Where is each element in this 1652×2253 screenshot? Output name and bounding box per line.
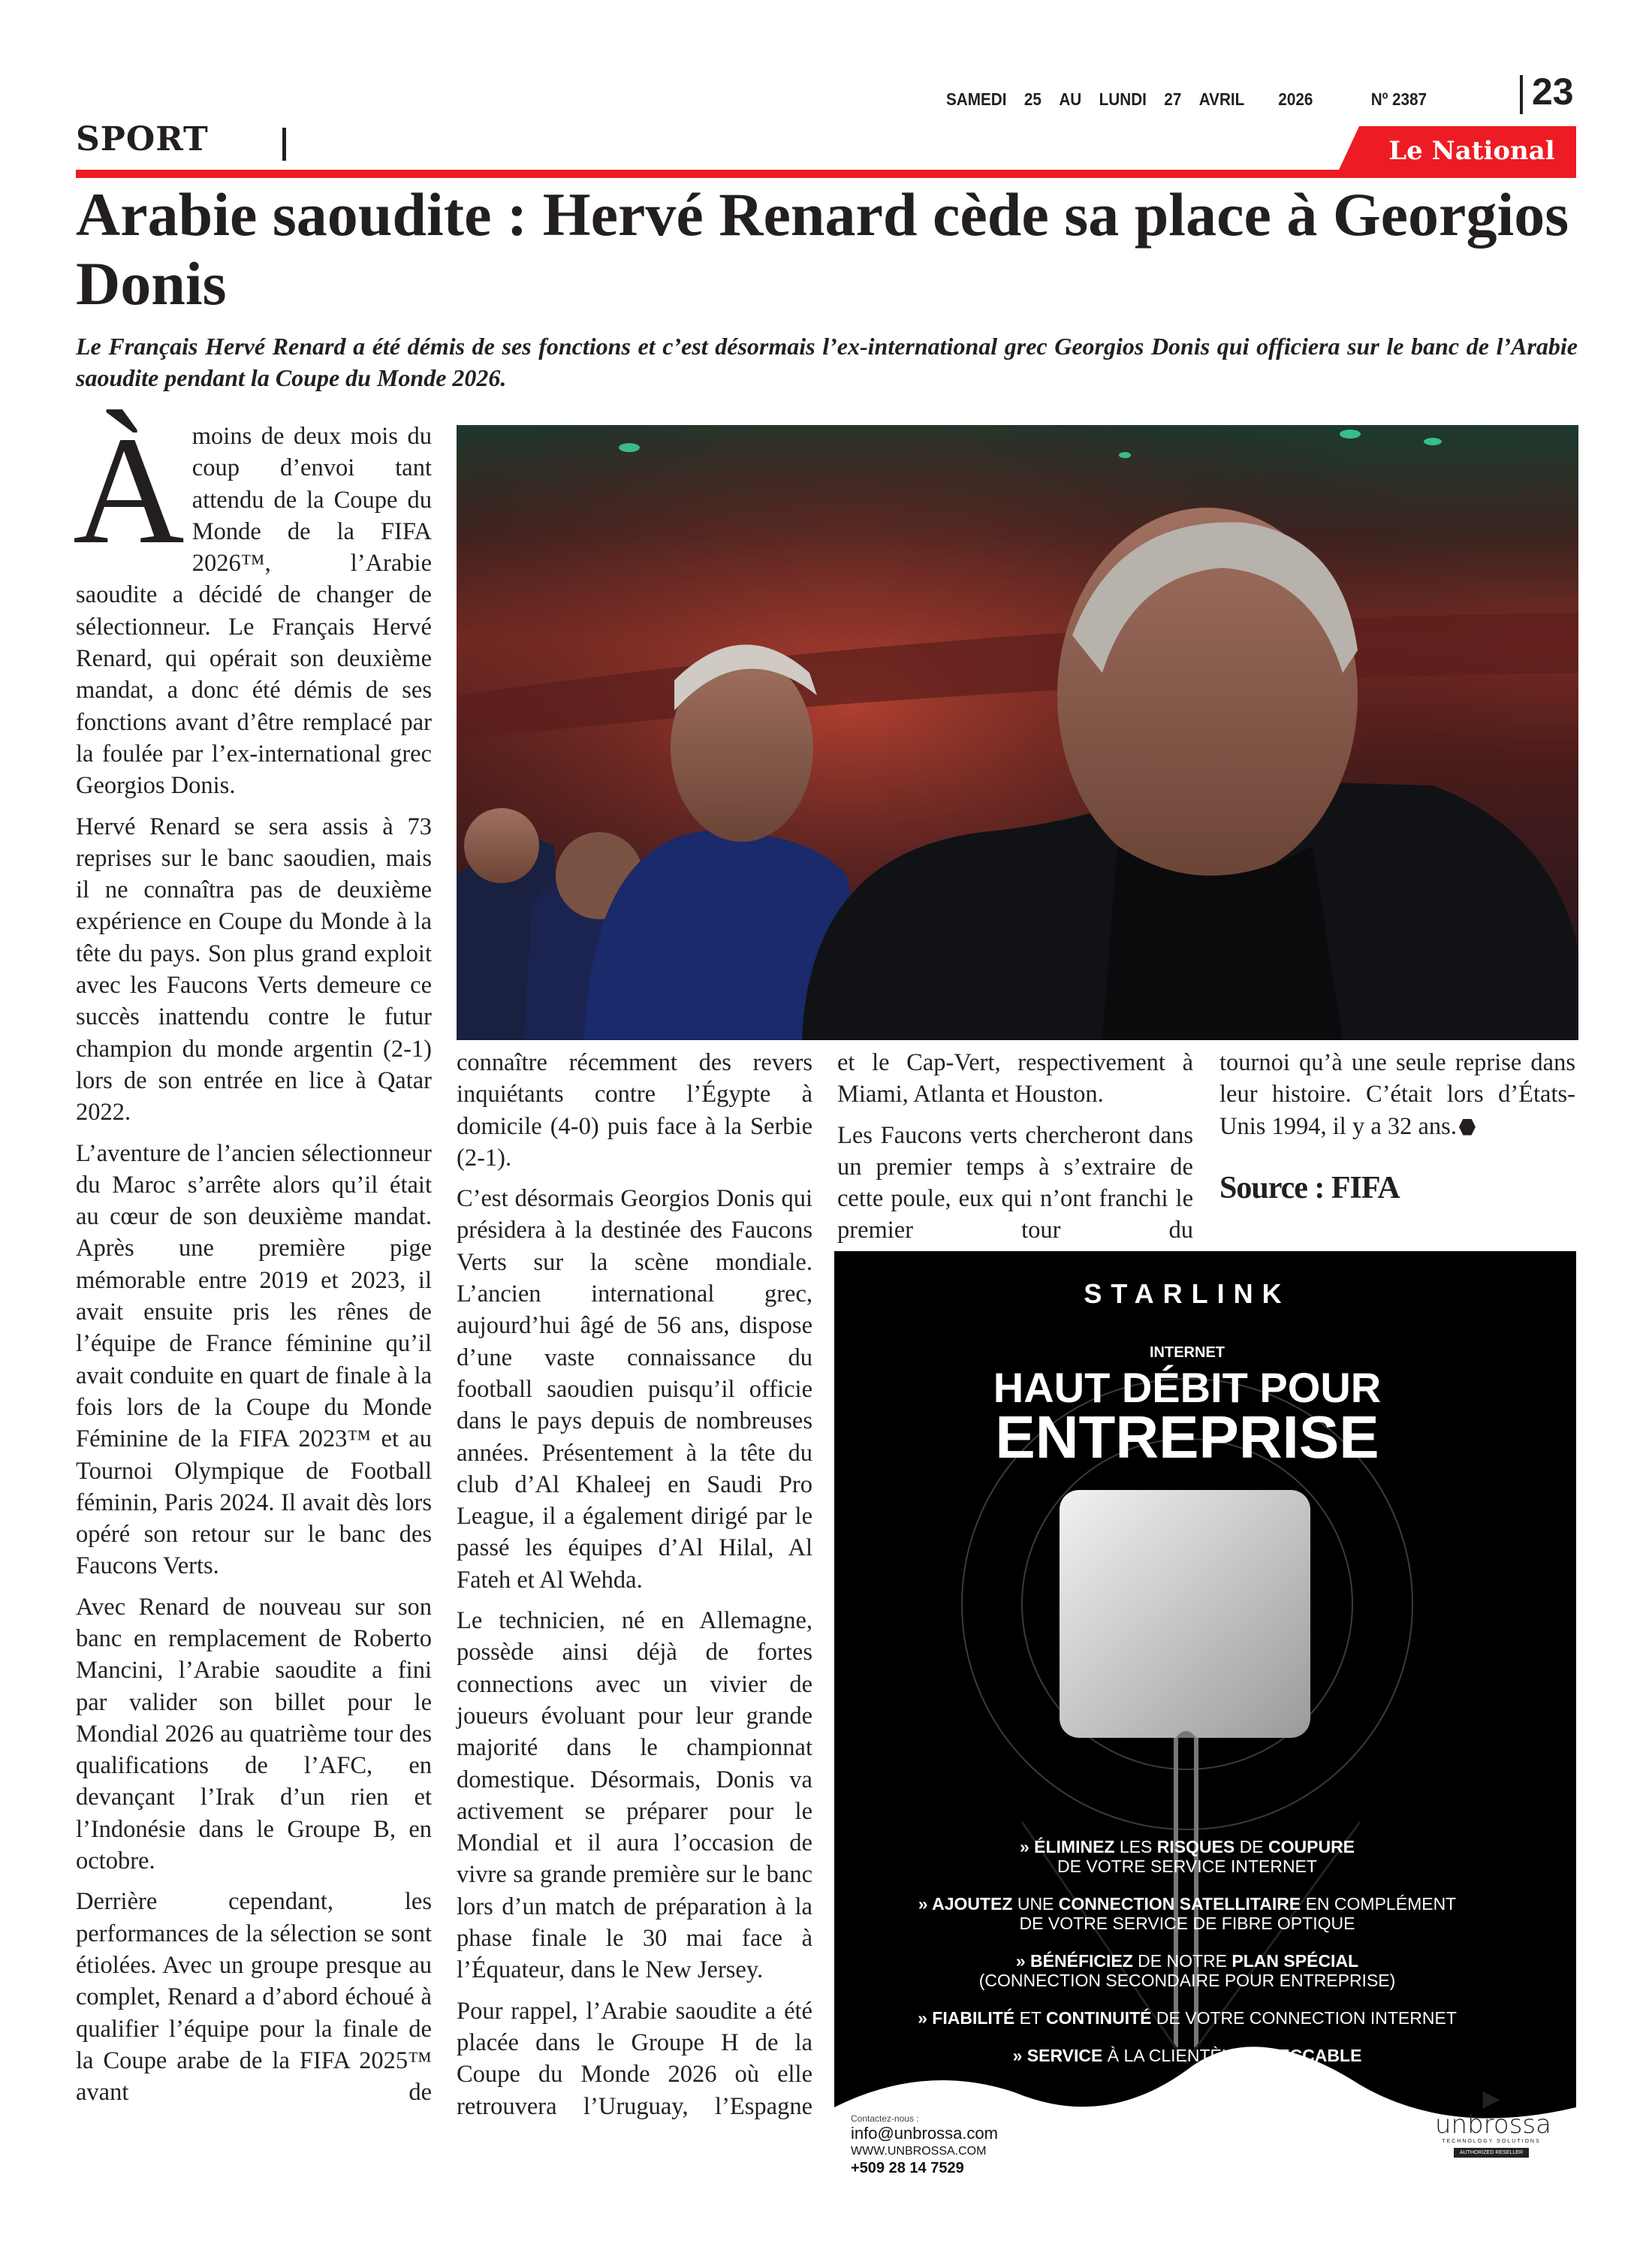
ad-bullet-text: DE <box>1234 1837 1269 1856</box>
ad-bullet-text: IMPECCABLE <box>1247 2046 1362 2065</box>
ad-bullet-text: » ÉLIMINEZ <box>1019 1837 1115 1856</box>
ad-email[interactable]: info@unbrossa.com <box>851 2124 998 2143</box>
article-source: Source : FIFA <box>1219 1170 1400 1205</box>
ad-bullet-text: » AJOUTEZ <box>918 1894 1013 1914</box>
ad-bullet-text: LES <box>1114 1837 1157 1856</box>
ad-bullet-text: » FIABILITÉ <box>918 2008 1015 2028</box>
ad-bullet-list <box>834 1837 1540 2083</box>
paragraph: Derrière cependant, les performances de la sélection se sont étiolées. Avec un groupe presque au complet, Renard a d’abord échoué à qualifier l’équipe pour la finale de la Coupe arabe de la FIFA 2025™ avant de <box>76 1888 432 2107</box>
ad-bullet-text: DE NOTRE <box>1132 1951 1232 1971</box>
ad-bullet-text: DE VOTRE SERVICE DE FIBRE OPTIQUE <box>1019 1914 1355 1933</box>
ad-headline-1: HAUT DÉBIT POUR <box>993 1364 1382 1411</box>
paragraph: moins de deux mois du coup d’envoi tant attendu de la Coupe du Monde de la FIFA 2026™, l’Arabie saoudite a décidé de changer de sélectionneur. Le Français Hervé Renard, qui opérait son deuxième mandat, a donc été démis de ses fonctions avant d’être remplacé par la foulée par l’ex-international grec Georgios Donis. <box>76 423 432 800</box>
ad-bullet-text: EN COMPLÉMENT <box>1301 1894 1457 1914</box>
partner-logo <box>1435 2086 1551 2158</box>
paragraph: connaître récemment des revers inquiétants contre l’Égypte à domicile (4-0) puis face à la Serbie (2-1). <box>457 1049 812 1172</box>
paragraph: C’est désormais Georgios Donis qui présidera à la destinée des Faucons Verts sur la scène mondiale. L’ancien international grec, aujourd’hui âgé de 56 ans, dispose d’une vaste connaissance du football saoudien puisqu’il officie dans le pays depuis de nombreuses années. Présentement à la tête du club d’Al Khaleej en Saudi Pro League, il a également dirigé par le passé les équipes d’Al Hilal, Al Fateh et Al Wehda. <box>457 1185 812 1594</box>
article-title: Arabie saoudite : Hervé Renard cède sa place à Georgios Donis <box>76 180 1569 318</box>
paragraph <box>1219 1047 1575 1142</box>
paragraph: Pour rappel, l’Arabie saoudite a été placée dans le Groupe H de la Coupe du Monde 2026 où elle retrouvera l’Uruguay, l’Espagne <box>457 1997 812 2120</box>
partner-tagline: TECHNOLOGY SOLUTIONS <box>1442 2139 1541 2144</box>
article-column-3 <box>837 1047 1193 1256</box>
ad-contact-label: Contactez-nous : <box>851 2113 919 2124</box>
date-day-end: 27 <box>1164 89 1182 109</box>
reseller-badge: AUTHORIZED RESELLER <box>1454 2148 1529 2158</box>
ad-bullet-text: DE VOTRE SERVICE INTERNET <box>1057 1856 1317 1876</box>
issue-number: Nº 2387 <box>1370 89 1427 109</box>
date-day-start: 25 <box>1023 89 1042 109</box>
ad-bullet-text: PLAN SPÉCIAL <box>1231 1951 1359 1971</box>
advertisement-starlink[interactable] <box>834 1251 1576 2176</box>
ad-phone: +509 28 14 7529 <box>851 2160 964 2176</box>
drop-cap: À <box>73 404 185 576</box>
page-number: 23 <box>1532 71 1574 113</box>
ad-bullet-text: COUPURE <box>1268 1837 1355 1856</box>
date-year: 2026 <box>1278 89 1313 109</box>
date-month: AVRIL <box>1198 89 1245 109</box>
ad-bullet-text: RISQUES <box>1156 1837 1235 1856</box>
ad-bullet-text: À LA CLIENTÈLE <box>1102 2046 1248 2065</box>
paragraph-text: tournoi qu’à une seule reprise dans leur histoire. C’était lors d’États-Unis 1994, il y a 32 ans. <box>1219 1049 1575 1140</box>
ad-bullet-text: CONTINUITÉ <box>1045 2008 1152 2028</box>
paragraph: Le technicien, né en Allemagne, possède ainsi déjà de fortes connections avec un vivier de joueurs évoluant pour leur grande majorité dans le championnat domestique. Désormais, Donis va activement se préparer pour le Mondial et il aura l’occasion de vivre sa grande première sur le banc lors d’un match de préparation à la phase finale le 30 mai face à l’Équateur, dans le New Jersey. <box>457 1607 812 1984</box>
ad-bullet <box>834 1837 1540 1876</box>
article-column-4 <box>1219 1047 1575 1204</box>
ad-headline-2: ENTREPRISE <box>995 1404 1379 1470</box>
ad-bullet-text: CONNECTION SATELLITAIRE <box>1058 1894 1301 1914</box>
ad-bullet-text: (CONNECTION SECONDAIRE POUR ENTREPRISE) <box>978 1971 1396 1990</box>
dateline <box>946 84 1446 114</box>
ad-kicker: INTERNET <box>1150 1344 1225 1361</box>
photo-coaches-on-bench <box>457 425 1578 1040</box>
ad-bullet-text: DE VOTRE CONNECTION INTERNET <box>1151 2008 1457 2028</box>
play-logo-icon: ▶ <box>1482 2086 1500 2111</box>
date-weekday-end: LUNDI <box>1099 89 1147 109</box>
publication-name: Le National <box>1388 136 1555 166</box>
partner-name: unbrossa <box>1435 2110 1551 2140</box>
ad-brand: STARLINK <box>1084 1278 1291 1309</box>
ad-website[interactable]: WWW.UNBROSSA.COM <box>851 2145 987 2158</box>
ad-bullet-text: » SERVICE <box>1012 2046 1103 2065</box>
article-column-1 <box>73 404 432 2117</box>
ad-bullet-text: ET <box>1014 2008 1046 2028</box>
ad-bullet <box>834 2008 1540 2028</box>
ad-bullet <box>834 1894 1540 1933</box>
ad-bullet-text: » BÉNÉFICIEZ <box>1015 1951 1133 1971</box>
ad-bullet <box>834 2046 1540 2065</box>
ad-bullet-text: UNE <box>1012 1894 1059 1914</box>
article-photo <box>457 425 1578 1040</box>
dish-icon <box>1060 1490 1310 1738</box>
page-number-divider <box>1520 75 1523 114</box>
article-column-2 <box>457 1047 812 2131</box>
date-au: AU <box>1059 89 1082 109</box>
ad-bullet <box>834 1951 1540 1990</box>
section-divider <box>282 128 286 161</box>
end-mark-icon <box>1459 1119 1476 1136</box>
paragraph: L’aventure de l’ancien sélectionneur du Maroc s’arrête alors qu’il était au cœur de son deuxième mandat. Après une première pige mémorable entre 2019 et 2023, il avait ensuite pris les rênes de l’équipe de France féminine qu’il avait conduite en quart de finale à la fois lors de la Coupe du Monde Féminine de la FIFA 2023™ et au Tournoi Olympique de Football féminin, Paris 2024. Il avait dès lors opéré son retour sur le banc des Faucons Verts. <box>76 1139 432 1580</box>
paragraph: Avec Renard de nouveau sur son banc en remplacement de Roberto Mancini, l’Arabie saoudite a fini par valider son billet pour le Mondial 2026 au quatrième tour des qualifications de l’AFC, en devançant l’Irak d’un rien et l’Indonésie dans le Groupe B, en octobre. <box>76 1593 432 1875</box>
paragraph: et le Cap-Vert, respectivement à Miami, Atlanta et Houston. <box>837 1049 1193 1108</box>
section-title: SPORT <box>76 120 209 158</box>
date-weekday-start: SAMEDI <box>946 89 1007 109</box>
paragraph: Les Faucons verts chercheront dans un premier temps à s’extraire de cette poule, eux qui n’ont franchi le premier tour du <box>837 1121 1193 1244</box>
article-lead: Le Français Hervé Renard a été démis de ses fonctions et c’est désormais l’ex-international grec Georgios Donis qui officiera sur le banc de l’Arabie saoudite pendant la Coupe du Monde 2026. <box>76 333 1578 391</box>
paragraph: Hervé Renard se sera assis à 73 reprises sur le banc saoudien, mais il ne connaîtra pas de deuxième expérience en Coupe du Monde à la tête du pays. Son plus grand exploit avec les Faucons Verts demeure ce succès inattendu contre le futur champion du monde argentin (2-1) lors de son entrée en lice à Qatar 2022. <box>76 813 432 1126</box>
